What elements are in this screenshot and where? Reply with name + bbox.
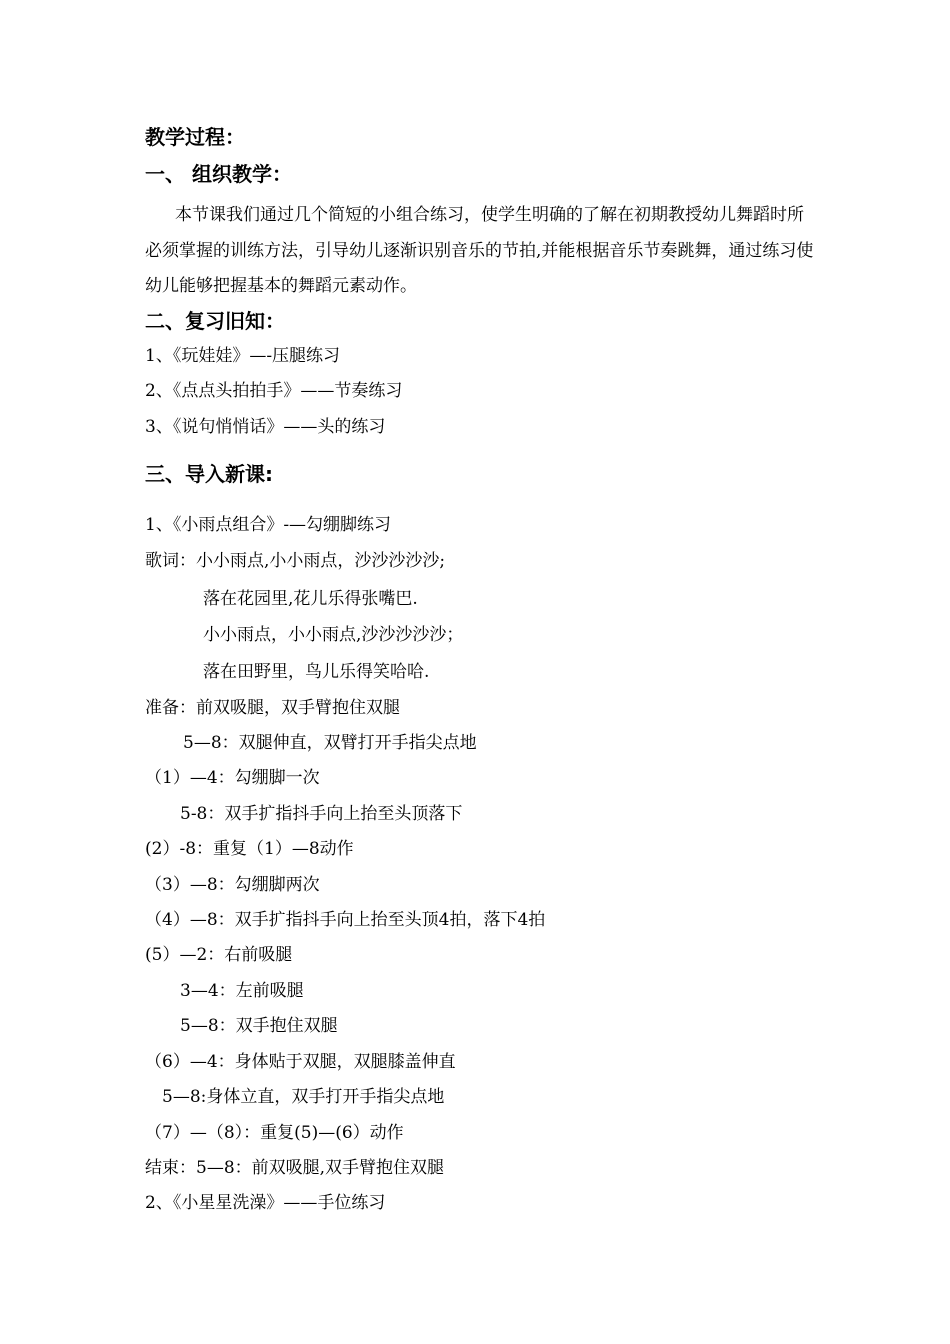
lyrics-line: 小小雨点，小小雨点,沙沙沙沙沙； xyxy=(203,625,464,645)
movement-line: 3—4：左前吸腿 xyxy=(180,981,304,1001)
lyrics-line: 落在田野里，鸟儿乐得笑哈哈. xyxy=(203,662,430,682)
review-item: 1、《玩娃娃》—-压腿练习 xyxy=(145,346,341,366)
movement-line: （1）—4：勾绷脚一次 xyxy=(145,768,320,788)
movement-line: 5—8：双腿伸直，双臂打开手指尖点地 xyxy=(183,733,477,753)
movement-line: 5—8:身体立直，双手打开手指尖点地 xyxy=(162,1087,445,1107)
lyrics-line: 落在花园里,花儿乐得张嘴巴. xyxy=(203,589,418,609)
movement-line: （6）—4：身体贴于双腿，双腿膝盖伸直 xyxy=(145,1052,456,1072)
lyrics-line: 歌词：小小雨点,小小雨点，沙沙沙沙沙; xyxy=(145,551,446,571)
movement-line: 5—8：双手抱住双腿 xyxy=(180,1016,338,1036)
movement-line: （7）—（8）：重复(5)—(6）动作 xyxy=(145,1123,404,1143)
movement-line: （4）—8：双手扩指抖手向上抬至头顶4拍，落下4拍 xyxy=(145,910,546,930)
movement-line: (2）-8：重复（1）—8动作 xyxy=(145,839,354,859)
movement-line: 准备：前双吸腿，双手臂抱住双腿 xyxy=(145,698,400,718)
movement-line: 结束：5—8：前双吸腿,双手臂抱住双腿 xyxy=(145,1158,445,1178)
review-item: 3、《说句悄悄话》——头的练习 xyxy=(145,417,386,437)
movement-line: （3）—8：勾绷脚两次 xyxy=(145,875,320,895)
heading-main: 教学过程： xyxy=(145,125,245,149)
lesson-line: 1、《小雨点组合》-—勾绷脚练习 xyxy=(145,515,392,535)
movement-line: (5）—2：右前吸腿 xyxy=(145,945,293,965)
section-3-title: 三、导入新课: xyxy=(145,462,273,486)
review-item: 2、《点点头拍拍手》——节奏练习 xyxy=(145,381,403,401)
movement-line: 5-8：双手扩指抖手向上抬至头顶落下 xyxy=(180,804,463,824)
section-2-title: 二、复习旧知： xyxy=(145,309,285,333)
section-1-paragraph: 本节课我们通过几个简短的小组合练习，使学生明确的了解在初期教授幼儿舞蹈时所必须掌握的训练方法，引导幼儿逐渐识别音乐的节拍,并能根据音乐节奏跳舞，通过练习使幼儿能够把握基本的舞蹈元素动作。 xyxy=(145,205,814,296)
section-1-title: 一、 组织教学： xyxy=(145,162,292,186)
lesson-line: 2、《小星星洗澡》——手位练习 xyxy=(145,1193,386,1213)
